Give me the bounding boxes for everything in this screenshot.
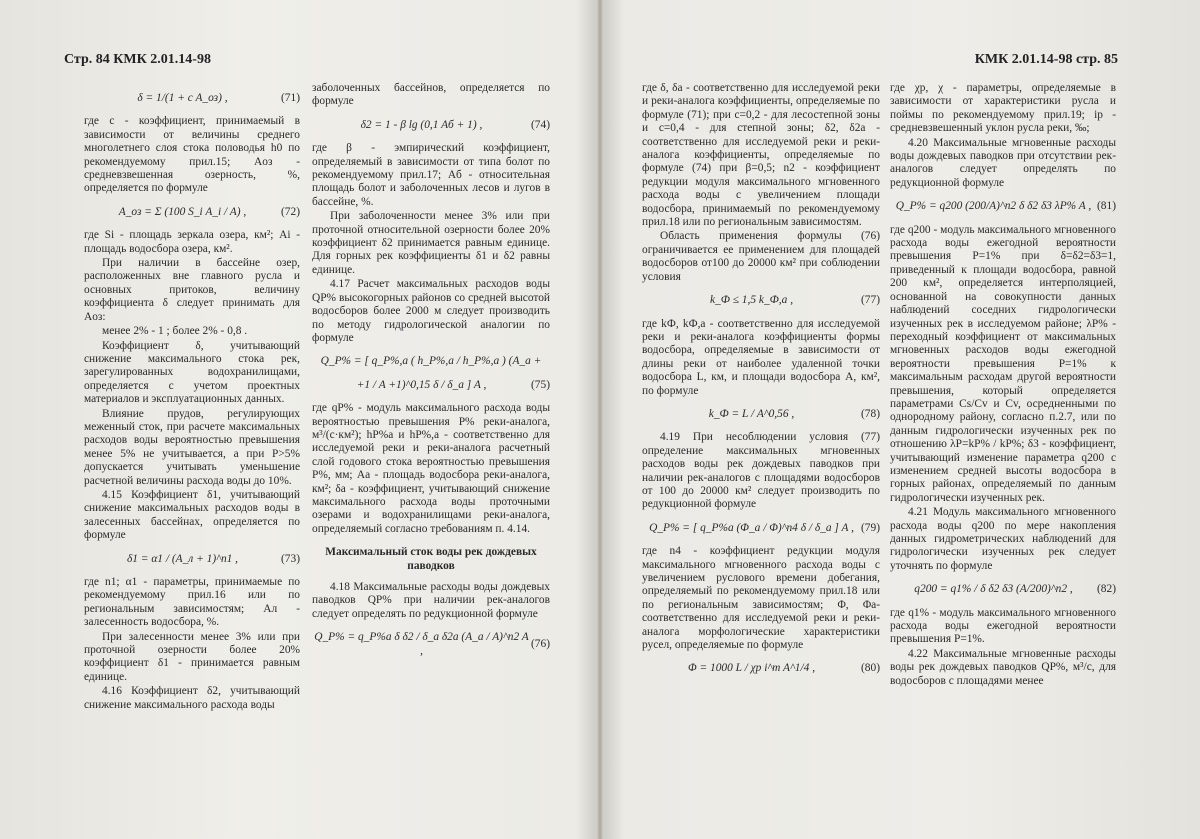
paragraph: Область применения формулы (76) ограничивается ее применением для площадей водосборов от100 до 20000 км² при соблюдении условия bbox=[642, 230, 880, 283]
paragraph: где qP% - модуль максимального расхода воды вероятностью превышения P% реки-аналога, м³/(с·км²); hP%a и hP%,a - соответственно для исследуемой реки и реки-аналога расчетный слой годового стока вероятностью превышения P%, мм; Aa - площадь водосбора реки-аналога, км²; δa - коэффициент, учитывающий снижение максимального расхода воды проточными озерами и водохранилищами реки-аналога, определяемый согласно требованиям п. 4.14. bbox=[312, 402, 550, 535]
formula: δ1 = α1 / (A_л + 1)^n1 , bbox=[126, 552, 239, 565]
paragraph: где n4 - коэффициент редукции модуля максимального мгновенного расхода воды с увеличением руслового времени добегания, определяемый по рекомендуемому прил.18 или по региональным зависимостям; Φ, Φa- соответственно для исследуемой реки и реки-аналога морфологические характеристики русел, определяемые по формуле bbox=[642, 545, 880, 652]
paragraph: 4.18 Максимальные расходы воды дождевых паводков QP% при наличии рек-аналогов следует определять по редукционной формуле bbox=[312, 581, 550, 620]
paragraph: Влияние прудов, регулирующих меженный сток, при расчете максимальных расходов воды вероятностью превышения менее 5% не учитывается, а при P>5% допускается учитывать уменьшение расчетной величины расхода воды до 10%. bbox=[84, 407, 300, 487]
formula-row bbox=[890, 583, 1116, 596]
paragraph: 4.21 Модуль максимального мгновенного расхода воды q200 по мере накопления данных гидрометрических наблюдений для гидрологически изученных рек следует уточнять по формуле bbox=[890, 506, 1116, 572]
paragraph: заболоченных бассейнов, определяется по формуле bbox=[312, 82, 550, 108]
formula-row bbox=[642, 522, 880, 535]
paragraph: где β - эмпирический коэффициент, определяемый в зависимости от типа болот по рекомендуемому прил.17; Aб - относительная площадь болот и заболоченных лесов и лугов в бассейне, %. bbox=[312, 142, 550, 208]
formula: δ2 = 1 - β lg (0,1 Aб + 1) , bbox=[360, 118, 483, 131]
formula: δ = 1/(1 + c A_оз) , bbox=[137, 92, 228, 104]
formula-number: (80) bbox=[861, 662, 880, 675]
formula-row bbox=[84, 92, 300, 105]
formula-row bbox=[312, 355, 550, 368]
formula: q200 = q1% / δ δ2 δ3 (A/200)^n2 , bbox=[914, 583, 1073, 596]
formula: A_оз = Σ (100 S_i A_i / A) , bbox=[118, 205, 247, 218]
right-page bbox=[602, 0, 1200, 839]
formula-row bbox=[84, 553, 300, 566]
right-column-2 bbox=[890, 82, 1116, 689]
section-heading: Максимальный сток воды рек дождевых паводков bbox=[325, 546, 537, 572]
formula-row bbox=[84, 206, 300, 219]
left-column-2 bbox=[312, 82, 550, 668]
formula: Q_P% = [ q_P%,a ( h_P%,a / h_P%,a ) (A_a + bbox=[320, 355, 542, 368]
formula-number: (71) bbox=[281, 92, 300, 104]
paragraph: где Si - площадь зеркала озера, км²; Ai - площадь водосбора озера, км². bbox=[84, 229, 300, 255]
formula: k_Ф ≤ 1,5 k_Ф,a , bbox=[709, 294, 794, 307]
formula-number: (82) bbox=[1097, 583, 1116, 596]
formula-number: (77) bbox=[861, 294, 880, 307]
formula-number: (72) bbox=[281, 205, 300, 218]
paragraph: 4.20 Максимальные мгновенные расходы воды дождевых паводков при отсутствии рек-аналогов следует определять по редукционной формуле bbox=[890, 136, 1116, 189]
paragraph: 4.16 Коэффициент δ2, учитывающий снижение максимального расхода воды bbox=[84, 685, 300, 711]
formula-row bbox=[642, 408, 880, 421]
left-page-header: Стр. 84 КМК 2.01.14-98 bbox=[64, 52, 211, 67]
formula: +1 / A +1)^0,15 δ / δ_a ] A , bbox=[356, 378, 487, 391]
formula-row bbox=[312, 119, 550, 132]
paragraph: 4.22 Максимальные мгновенные расходы воды рек дождевых паводков QP%, м³/с, для водосборов с площадями менее bbox=[890, 647, 1116, 687]
right-page-header: КМК 2.01.14-98 стр. 85 bbox=[974, 52, 1118, 67]
paragraph: где c - коэффициент, принимаемый в зависимости от величины среднего многолетнего слоя стока половодья h0 по рекомендуемому прил.15; Aоз - средневзвешенная озерность, %, определяется по формуле bbox=[84, 115, 300, 195]
formula-row bbox=[642, 294, 880, 307]
formula: k_Ф = L / A^0,56 , bbox=[708, 407, 795, 420]
paragraph: 4.15 Коэффициент δ1, учитывающий снижение максимальных расходов воды в залесенных бассейнах, определяется по формуле bbox=[84, 488, 300, 542]
paragraph: 4.17 Расчет максимальных расходов воды QP% высокогорных районов со средней высотой водосборов более 2000 м следует производить по методу гидрологической аналогии по формуле bbox=[312, 278, 550, 344]
paragraph: 4.19 При несоблюдении условия (77) определение максимальных мгновенных расходов воды рек дождевых паводков при наличии рек-аналогов с площадями водосборов от 100 до 20000 км² следует производить по редукционной формуле bbox=[642, 431, 880, 511]
formula-row bbox=[890, 200, 1116, 213]
formula-number: (78) bbox=[861, 407, 880, 420]
formula-number: (75) bbox=[531, 378, 550, 391]
paragraph: где kФ, kФ,a - соответственно для исследуемой реки и реки-аналога коэффициенты формы водосбора, определяемые в зависимости от длины реки от наиболее удаленной точки водосбора L, км, и площади водосбора A, км², по формуле bbox=[642, 317, 880, 397]
formula-row bbox=[312, 379, 550, 392]
left-page bbox=[0, 0, 598, 839]
paragraph: где q1% - модуль максимального мгновенного расхода воды ежегодной вероятности превышения P=1%. bbox=[890, 606, 1116, 646]
formula-number: (73) bbox=[281, 552, 300, 565]
paragraph: где χp, χ - параметры, определяемые в зависимости от характеристики русла и поймы по рекомендуемому прил.19; ip - средневзвешенный уклон русла реки, ‰; bbox=[890, 82, 1116, 135]
formula-number: (79) bbox=[861, 521, 880, 534]
formula-row bbox=[312, 631, 550, 658]
paragraph: где δ, δa - соответственно для исследуемой реки и реки-аналога коэффициенты, определяемые по формуле (71); при c=0,2 - для лесостепной зоны и c=0,4 - для степной зоны; δ2, δ2a - соответственно для исследуемой реки и реки-аналога коэффициенты, определяемые по формуле (74) при β=0,5; n2 - коэффициент редукции модуля максимального мгновенного расхода воды с увеличением площади водосбора, принимаемый по рекомендуемому прил.18 или по региональным зависимостям. bbox=[642, 82, 880, 229]
paragraph: Коэффициент δ, учитывающий снижение максимального стока рек, зарегулированных водохранилищами, определяется с учетом проектных материалов и эксплуатационных данных. bbox=[84, 339, 300, 406]
paragraph: где n1; α1 - параметры, принимаемые по рекомендуемому прил.16 или по региональным зависимостям; Aл - залесенность водосбора, %. bbox=[84, 576, 300, 629]
formula-number: (81) bbox=[1097, 200, 1116, 213]
right-column-1 bbox=[642, 82, 880, 686]
formula: Q_P% = [ q_P%a (Φ_a / Φ)^n4 δ / δ_a ] A , bbox=[649, 521, 854, 534]
paragraph: При заболоченности менее 3% или при проточной относительной озерности более 20% коэффициент δ2 принимается равным единице. Для горных рек коэффициенты δ1 и δ2 равны единице. bbox=[312, 210, 550, 276]
formula: Φ = 1000 L / χp i^m A^1/4 , bbox=[687, 662, 816, 675]
paragraph: где q200 - модуль максимального мгновенного расхода воды ежегодной вероятности превышения P=1% при δ=δ2=δ3=1, приведенный к площади водосбора, равной 200 км², определяется интерполяцией, основанной на совокупности данных наблюдений соседних гидрологически изученных рек в исследуемом районе; λP% - переходный коэффициент от максимальных мгновенных расходов воды ежегодной вероятности превышения P=1% к максимальным расходам другой вероятности превышения, который определяется параметрами Cs/Cv и Cv, осредненными по однородному району, согласно п.2.7, или по данным гидрологически изученных рек по отношению λP=kP% / kP%; δ3 - коэффициент, учитывающий изменение параметра q200 с изменением средней высоты водосбора в горных районах, определяемый по данным гидрологически изученных рек. bbox=[890, 223, 1116, 504]
formula: Q_P% = q200 (200/A)^n2 δ δ2 δ3 λP% A , bbox=[895, 200, 1092, 213]
formula: Q_P% = q_P%a δ δ2 / δ_a δ2a (A_a / A)^n2 A , bbox=[314, 631, 529, 657]
paragraph: менее 2% - 1 ; более 2% - 0,8 . bbox=[102, 325, 248, 338]
formula-row bbox=[642, 662, 880, 675]
paragraph: При залесенности менее 3% или при проточной озерности более 20% коэффициент δ1 - принимается равным единице. bbox=[84, 630, 300, 683]
formula-number: (74) bbox=[531, 118, 550, 131]
formula-number: (76) bbox=[531, 637, 550, 650]
left-column-1 bbox=[84, 82, 300, 713]
paragraph: При наличии в бассейне озер, расположенных вне главного русла и основных притоков, величину коэффициента δ следует принимать для Aоз: bbox=[84, 257, 300, 323]
